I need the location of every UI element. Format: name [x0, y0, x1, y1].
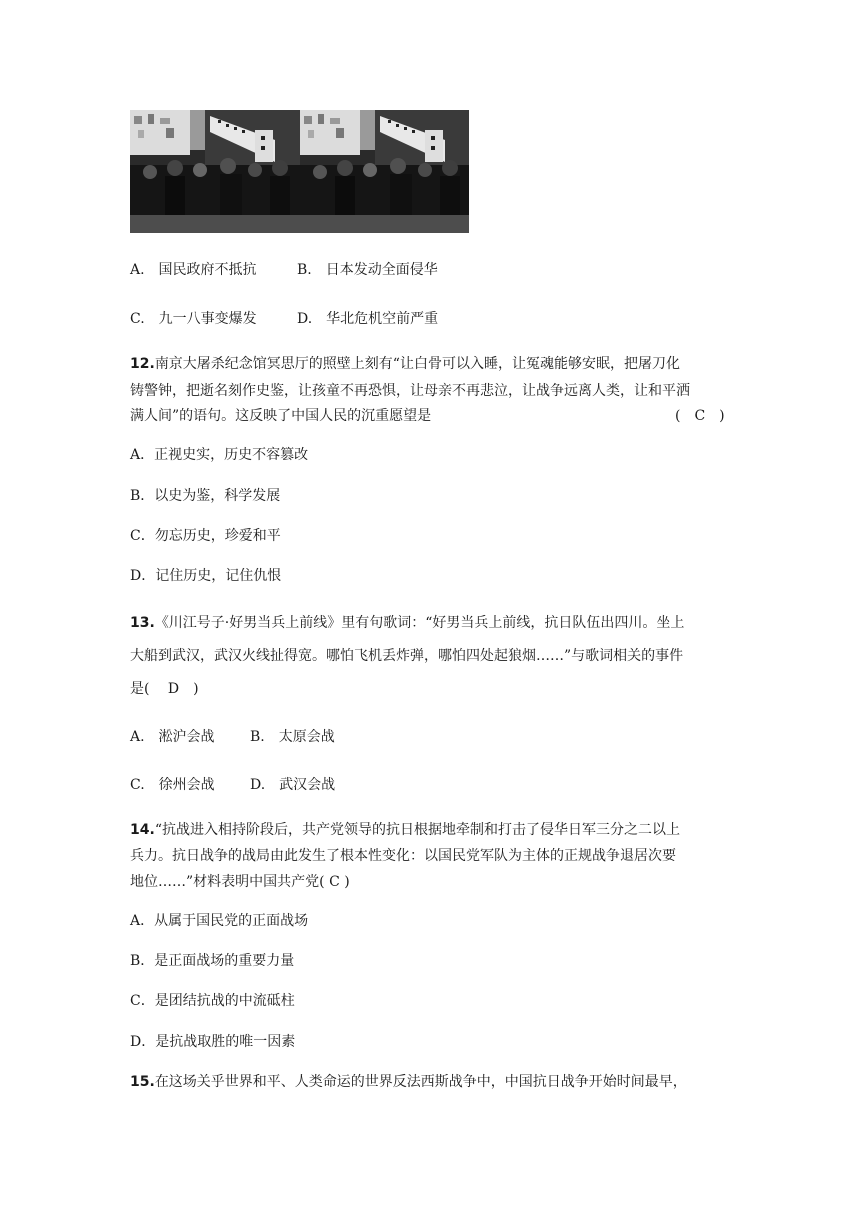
q14-stem-line-2: 兵力。抗日战争的战局由此发生了根本性变化：以国民党军队为主体的正规战争退居次要 — [130, 848, 676, 864]
q12-number: 12. — [130, 356, 155, 372]
q11-option-b: B. 日本发动全面侵华 — [297, 262, 438, 278]
q13-stem-line-3: 是( D ) — [130, 681, 199, 697]
q13-number: 13. — [130, 615, 155, 631]
q12-option-a: A．正视史实，历史不容篡改 — [130, 447, 309, 463]
protest-photo-right — [300, 110, 470, 233]
q11-option-d: D. 华北危机空前严重 — [297, 311, 439, 327]
question-image-pair — [130, 110, 469, 233]
q15-stem-line-1: 15.在这场关乎世界和平、人类命运的世界反法西斯战争中，中国抗日战争开始时间最早， — [130, 1074, 687, 1090]
q14-option-b: B．是正面战场的重要力量 — [130, 953, 295, 969]
protest-photo-left — [130, 110, 300, 233]
q13-option-d: D. 武汉会战 — [250, 777, 336, 793]
q13-option-c: C. 徐州会战 — [130, 777, 215, 793]
q14-stem-line-1: 14.“抗战进入相持阶段后，共产党领导的抗日根据地牵制和打击了侵华日军三分之二以上 — [130, 822, 680, 838]
q12-answer: ( C ) — [675, 408, 725, 424]
q13-option-b: B. 太原会战 — [250, 729, 335, 745]
q12-option-d: D．记住历史，记住仇恨 — [130, 568, 282, 584]
q14-number: 14. — [130, 822, 155, 838]
q11-option-c: C. 九一八事变爆发 — [130, 311, 257, 327]
q11-options-row-2 — [130, 309, 438, 329]
q13-options-row-1 — [130, 727, 335, 747]
q13-options-row-2 — [130, 775, 335, 795]
q14-option-c: C．是团结抗战的中流砥柱 — [130, 993, 295, 1009]
q12-option-c: C．勿忘历史，珍爱和平 — [130, 528, 281, 544]
q12-stem-line-3: 满人间”的语句。这反映了中国人民的沉重愿望是 — [130, 408, 432, 424]
q12-stem-line-2: 铸警钟，把逝名刻作史鉴，让孩童不再恐惧，让母亲不再悲泣，让战争远离人类，让和平洒 — [130, 383, 690, 399]
q11-option-a: A. 国民政府不抵抗 — [130, 262, 257, 278]
q12-stem-line-1: 12.南京大屠杀纪念馆冥思厅的照壁上刻有“让白骨可以入睡，让冤魂能够安眠，把屠刀化 — [130, 356, 680, 372]
q12-option-b: B．以史为鉴，科学发展 — [130, 488, 281, 504]
q14-option-d: D．是抗战取胜的唯一因素 — [130, 1034, 296, 1050]
q13-stem-line-1: 13.《川江号子·好男当兵上前线》里有句歌词：“好男当兵上前线，抗日队伍出四川。坐上 — [130, 615, 685, 631]
q11-options-row-1 — [130, 260, 438, 280]
q15-number: 15. — [130, 1074, 155, 1090]
q14-stem-line-3: 地位……”材料表明中国共产党( C ) — [130, 874, 350, 890]
q13-option-a: A. 淞沪会战 — [130, 729, 215, 745]
q14-option-a: A．从属于国民党的正面战场 — [130, 913, 309, 929]
q13-stem-line-2: 大船到武汉，武汉火线扯得宽。哪怕飞机丢炸弹，哪怕四处起狼烟……”与歌词相关的事件 — [130, 648, 684, 664]
